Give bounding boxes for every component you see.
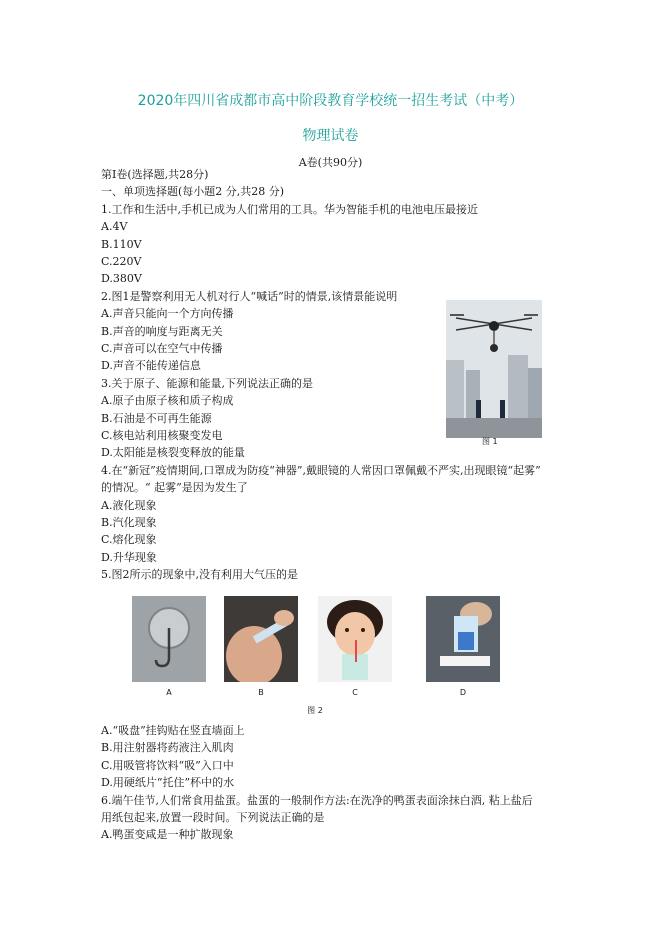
text-line: 3.关于原子、能源和能量,下列说法正确的是 xyxy=(101,376,313,390)
text-line: A.4V xyxy=(101,220,128,234)
text-line: C.声音可以在空气中传播 xyxy=(101,342,223,355)
section-heading: A卷(共90分) xyxy=(298,156,363,169)
figure-1-caption: 图 1 xyxy=(482,437,498,446)
text-line: C.核电站利用核聚变发电 xyxy=(101,429,223,442)
text-line: D.升华现象 xyxy=(101,550,157,564)
text-line: C.220V xyxy=(101,255,142,268)
text-line: B.用注射器将药液注入肌肉 xyxy=(101,741,234,755)
exam-title: 2020年四川省成都市高中阶段教育学校统一招生考试（中考） xyxy=(137,93,524,109)
figure-2a-suction-hook-photo xyxy=(132,596,206,682)
text-line: 5.图2所示的现象中,没有利用大气压的是 xyxy=(101,568,298,582)
text-line: D.380V xyxy=(101,272,142,286)
text-line: A.鸭蛋变咸是一种扩散现象 xyxy=(101,828,234,842)
figure-2b-syringe-photo xyxy=(224,596,298,682)
text-line: D.声音不能传递信息 xyxy=(101,359,201,373)
figure-2c-girl-straw-photo xyxy=(318,596,392,682)
text-line: 一、单项选择题(每小题2 分,共28 分) xyxy=(101,185,285,199)
text-line: A.声音只能向一个方向传播 xyxy=(101,307,234,321)
text-line: 1.工作和生活中,手机已成为人们常用的工具。华为智能手机的电池电压最接近 xyxy=(101,202,478,216)
figure-2-label-b: B xyxy=(258,688,264,697)
text-line: 2.图1是警察利用无人机对行人“喊话”时的情景,该情景能说明 xyxy=(101,289,398,303)
figure-1-drone-photo xyxy=(446,300,542,438)
text-line: B.声音的响度与距离无关 xyxy=(101,324,223,338)
figure-2-label-c: C xyxy=(352,688,358,697)
text-line: A.液化现象 xyxy=(101,498,157,512)
text-line: 6.端午佳节,人们常食用盐蛋。盐蛋的一般制作方法:在洗净的鸭蛋表面涂抹白酒, 粘上盐后 xyxy=(101,793,533,807)
figure-2-caption: 图 2 xyxy=(307,706,323,715)
figure-2d-cup-card-photo xyxy=(426,596,500,682)
text-line: B.石油是不可再生能源 xyxy=(101,411,212,425)
text-line: 第Ⅰ卷(选择题,共28分) xyxy=(101,168,209,181)
exam-subtitle: 物理试卷 xyxy=(302,128,359,144)
text-line: D.太阳能是核裂变释放的能量 xyxy=(101,446,245,460)
figure-2-label-a: A xyxy=(166,688,172,697)
text-line: B.汽化现象 xyxy=(101,516,157,529)
text-line: A.“吸盘”挂钩贴在竖直墙面上 xyxy=(101,724,245,737)
text-line: A.原子由原子核和质子构成 xyxy=(101,394,234,408)
text-line: B.110V xyxy=(101,237,142,251)
text-line: C.用吸管将饮料“吸”入口中 xyxy=(101,758,234,772)
text-line: C.熔化现象 xyxy=(101,533,157,547)
figure-2-label-d: D xyxy=(459,688,467,697)
text-line: 的情况。“ 起雾”是因为发生了 xyxy=(101,481,248,495)
text-line: 4.在“新冠”疫情期间,口罩成为防疫“神器”,戴眼镜的人常因口罩佩戴不严实,出现眼镜“起雾” xyxy=(101,463,541,477)
text-line: 用纸包起来,放置一段时间。下列说法正确的是 xyxy=(101,811,325,824)
text-line: D.用硬纸片“托住”杯中的水 xyxy=(101,776,235,790)
